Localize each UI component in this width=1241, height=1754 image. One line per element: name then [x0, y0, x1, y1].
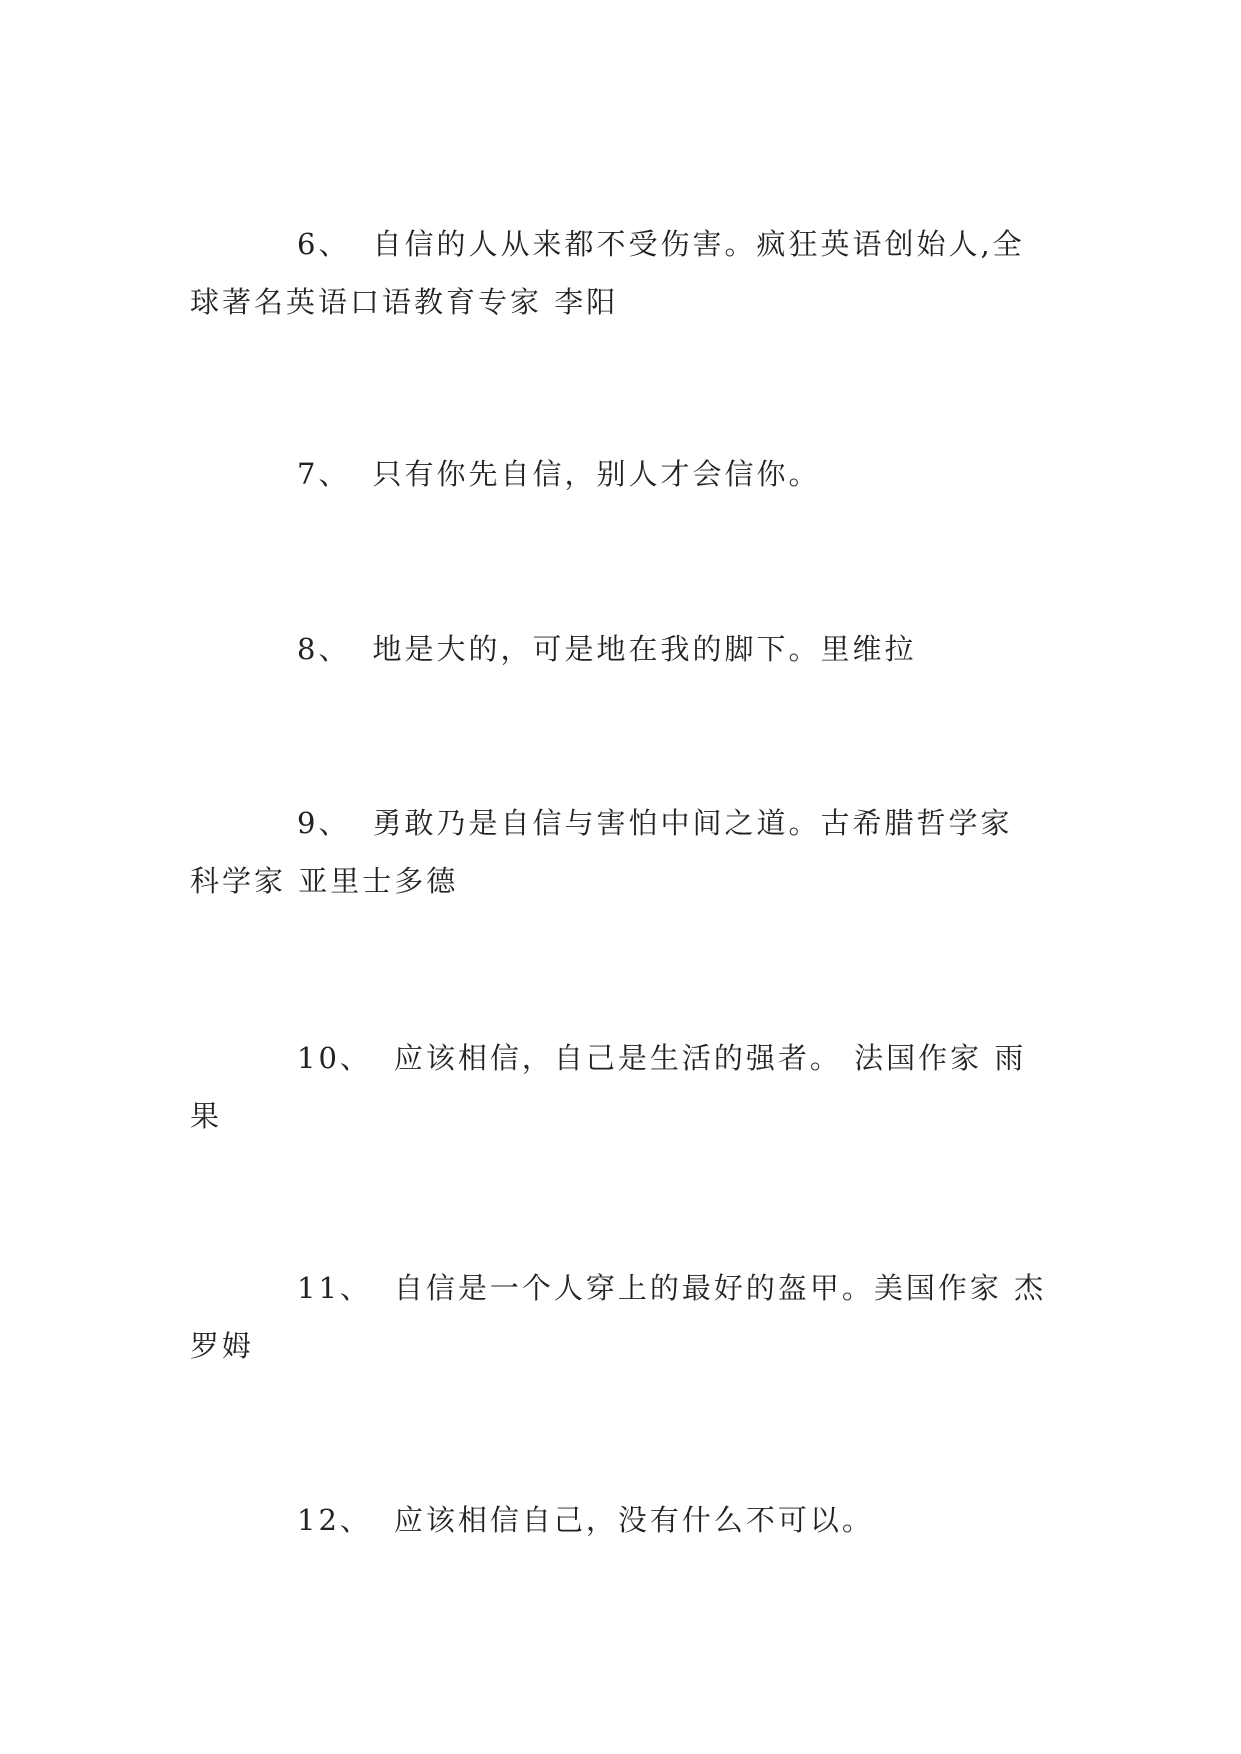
quote-line-continued: 球著名英语口语教育专家 李阳 [190, 285, 619, 319]
quote-number: 11、 [297, 1271, 372, 1305]
quote-number: 6、 [297, 227, 351, 261]
quote-number: 7、 [297, 457, 351, 491]
quote-line [297, 456, 820, 492]
quote-line-continued: 罗姆 [190, 1329, 255, 1363]
quote-text: 地是大的，可是地在我的脚下。里维拉 [372, 632, 917, 666]
quote-line [297, 1502, 874, 1538]
quote-line-continued: 科学家 亚里士多德 [190, 864, 459, 898]
quote-number: 8、 [297, 632, 351, 666]
quote-text: 自信的人从来都不受伤害。疯狂英语创始人,全 [372, 227, 1025, 261]
quote-line [297, 805, 1012, 841]
quote-text: 自信是一个人穿上的最好的盔甲。美国作家 杰 [393, 1271, 1047, 1305]
quote-number: 10、 [297, 1041, 372, 1075]
quote-line [297, 631, 916, 667]
quote-line-continued: 果 [190, 1099, 223, 1133]
quote-text: 应该相信，自己是生活的强者。 法国作家 雨 [393, 1041, 1027, 1075]
quote-text: 勇敢乃是自信与害怕中间之道。古希腊哲学家 [372, 806, 1013, 840]
quote-number: 12、 [297, 1503, 372, 1537]
quote-text: 只有你先自信，别人才会信你。 [372, 457, 821, 491]
quote-line [297, 1040, 1026, 1076]
quote-text: 应该相信自己，没有什么不可以。 [393, 1503, 874, 1537]
quote-line [297, 1270, 1046, 1306]
quote-line [297, 226, 1025, 262]
quote-number: 9、 [297, 806, 351, 840]
